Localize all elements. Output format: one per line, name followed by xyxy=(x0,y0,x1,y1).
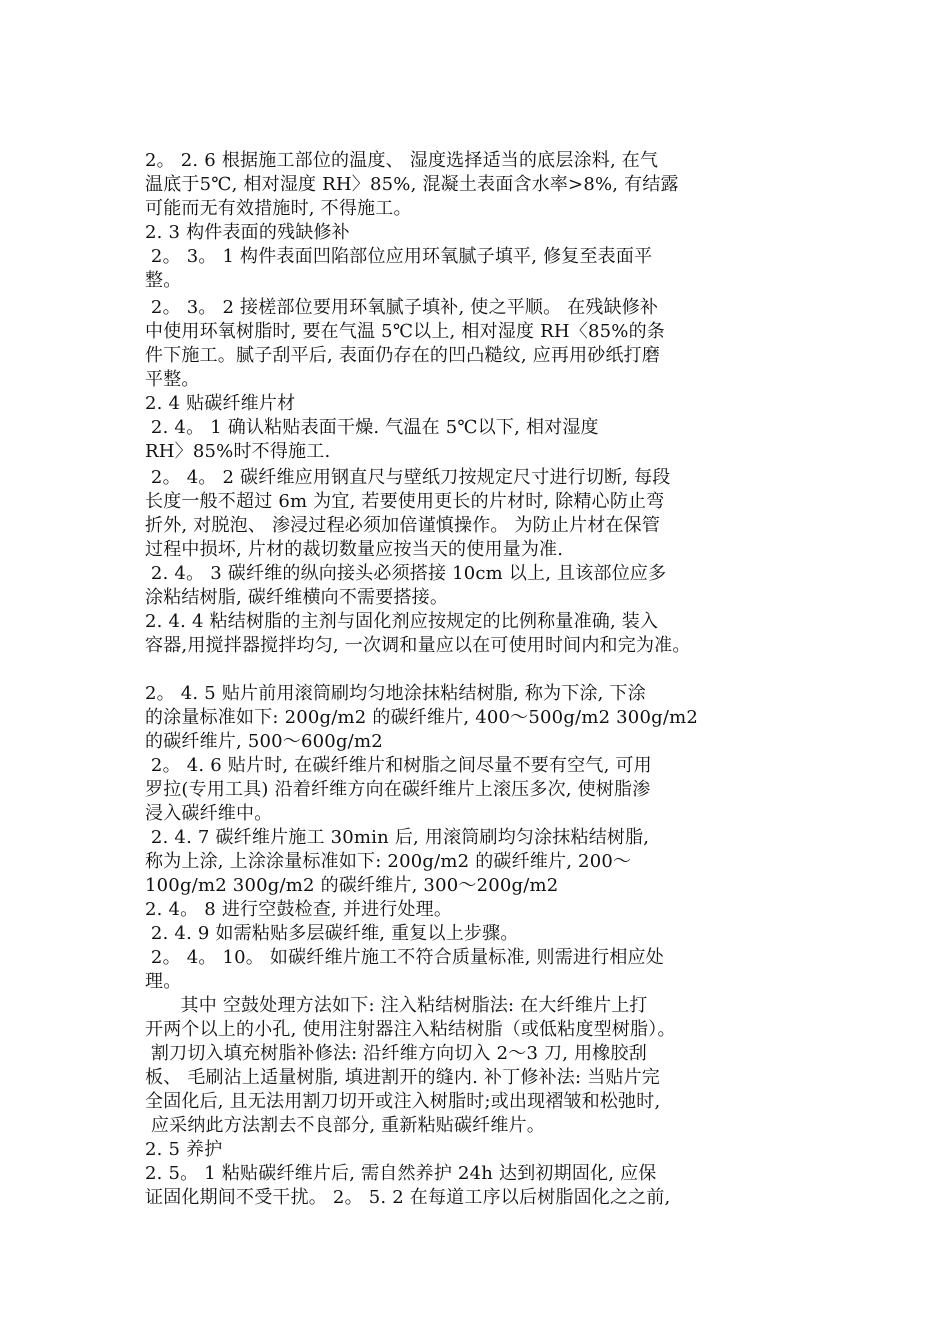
text-line: 2。 3。 1 构件表面凹陷部位应用环氧腻子填平, 修复至表面平 xyxy=(145,246,653,267)
text-line: 理。 xyxy=(145,971,182,992)
text-line: 2。 4。 2 碳纤维应用钢直尺与壁纸刀按规定尺寸进行切断, 每段 xyxy=(145,467,671,488)
text-line: 平整。 xyxy=(145,369,200,390)
text-line: RH〉85%时不得施工. xyxy=(145,441,331,462)
text-line: 板、 毛刷沾上适量树脂, 填进割开的缝内. 补丁修补法: 当贴片完 xyxy=(145,1067,660,1088)
text-line: 罗拉(专用工具) 沿着纤维方向在碳纤维片上滚压多次, 使树脂渗 xyxy=(145,779,651,800)
text-line: 2。 3。 2 接槎部位要用环氧腻子填补, 使之平顺。 在残缺修补 xyxy=(145,297,659,318)
text-line: 涂粘结树脂, 碳纤维横向不需要搭接。 xyxy=(145,587,449,608)
section-heading: 2. 5 养护 xyxy=(145,1139,223,1160)
section-heading: 2. 3 构件表面的残缺修补 xyxy=(145,222,350,243)
text-line: 的涂量标准如下: 200g/m2 的碳纤维片, 400～500g/m2 300g/m2 xyxy=(145,707,699,728)
text-line: 全固化后, 且无法用割刀切开或注入树脂时;或出现褶皱和松弛时, xyxy=(145,1091,661,1112)
text-line: 2。 4. 6 贴片时, 在碳纤维片和树脂之间尽量不要有空气, 可用 xyxy=(145,755,652,776)
text-line: 的碳纤维片, 500～600g/m2 xyxy=(145,731,383,752)
text-line: 2. 4. 9 如需粘贴多层碳纤维, 重复以上步骤。 xyxy=(145,923,519,944)
text-line: 2. 4。 8 进行空鼓检查, 并进行处理。 xyxy=(145,899,453,920)
text-line: 2. 4。 3 碳纤维的纵向接头必须搭接 10cm 以上, 且该部位应多 xyxy=(145,563,667,584)
text-line: 折外, 对脱泡、 渗浸过程必须加倍谨慎操作。 为防止片材在保管 xyxy=(145,515,661,536)
text-line: 开两个以上的小孔, 使用注射器注入粘结树脂（或低粘度型树脂）。 xyxy=(145,1019,676,1040)
text-line: 件下施工。腻子刮平后, 表面仍存在的凹凸糙纹, 应再用砂纸打磨 xyxy=(145,345,661,366)
text-line: 2. 4. 4 粘结树脂的主剂与固化剂应按规定的比例称量准确, 装入 xyxy=(145,611,659,632)
text-line: 可能而无有效措施时, 不得施工。 xyxy=(145,198,412,219)
text-line: 整。 xyxy=(145,270,182,291)
text-line: 长度一般不超过 6m 为宜, 若要使用更长的片材时, 除精心防止弯 xyxy=(145,491,665,512)
text-line: 证固化期间不受干扰。 2。 5. 2 在每道工序以后树脂固化之之前, xyxy=(145,1187,671,1208)
text-line: 容器,用搅拌器搅拌均匀, 一次调和量应以在可使用时间内和完为准。 xyxy=(145,635,691,656)
text-line: 温底于5℃, 相对湿度 RH〉85%, 混凝土表面含水率>8%, 有结露 xyxy=(145,174,679,195)
text-line: 2. 5。 1 粘贴碳纤维片后, 需自然养护 24h 达到初期固化, 应保 xyxy=(145,1163,657,1184)
text-line: 2. 4. 7 碳纤维片施工 30min 后, 用滚筒刷均匀涂抹粘结树脂, xyxy=(145,827,650,848)
text-line: 100g/m2 300g/m2 的碳纤维片, 300～200g/m2 xyxy=(145,875,559,896)
text-line: 中使用环氧树脂时, 要在气温 5℃以上, 相对湿度 RH〈85%的条 xyxy=(145,321,665,342)
text-line: 其中 空鼓处理方法如下: 注入粘结树脂法: 在大纤维片上打 xyxy=(145,995,648,1016)
text-line: 2。 2. 6 根据施工部位的温度、 湿度选择适当的底层涂料, 在气 xyxy=(145,150,659,171)
text-line: 2. 4。 1 确认粘贴表面干燥. 气温在 5℃以下, 相对湿度 xyxy=(145,417,599,438)
text-line: 2。 4. 5 贴片前用滚筒刷均匀地涂抹粘结树脂, 称为下涂, 下涂 xyxy=(145,683,646,704)
text-line: 过程中损坏, 片材的裁切数量应按当天的使用量为准. xyxy=(145,539,564,560)
text-line: 割刀切入填充树脂补修法: 沿纤维方向切入 2～3 刀, 用橡胶刮 xyxy=(145,1043,647,1064)
text-line: 2。 4。 10。 如碳纤维片施工不符合质量标准, 则需进行相应处 xyxy=(145,947,664,968)
section-heading: 2. 4 贴碳纤维片材 xyxy=(145,393,296,414)
text-line: 应采纳此方法割去不良部分, 重新粘贴碳纤维片。 xyxy=(145,1115,545,1136)
text-line: 浸入碳纤维中。 xyxy=(145,803,273,824)
text-line: 称为上涂, 上涂涂量标准如下: 200g/m2 的碳纤维片, 200～ xyxy=(145,851,632,872)
